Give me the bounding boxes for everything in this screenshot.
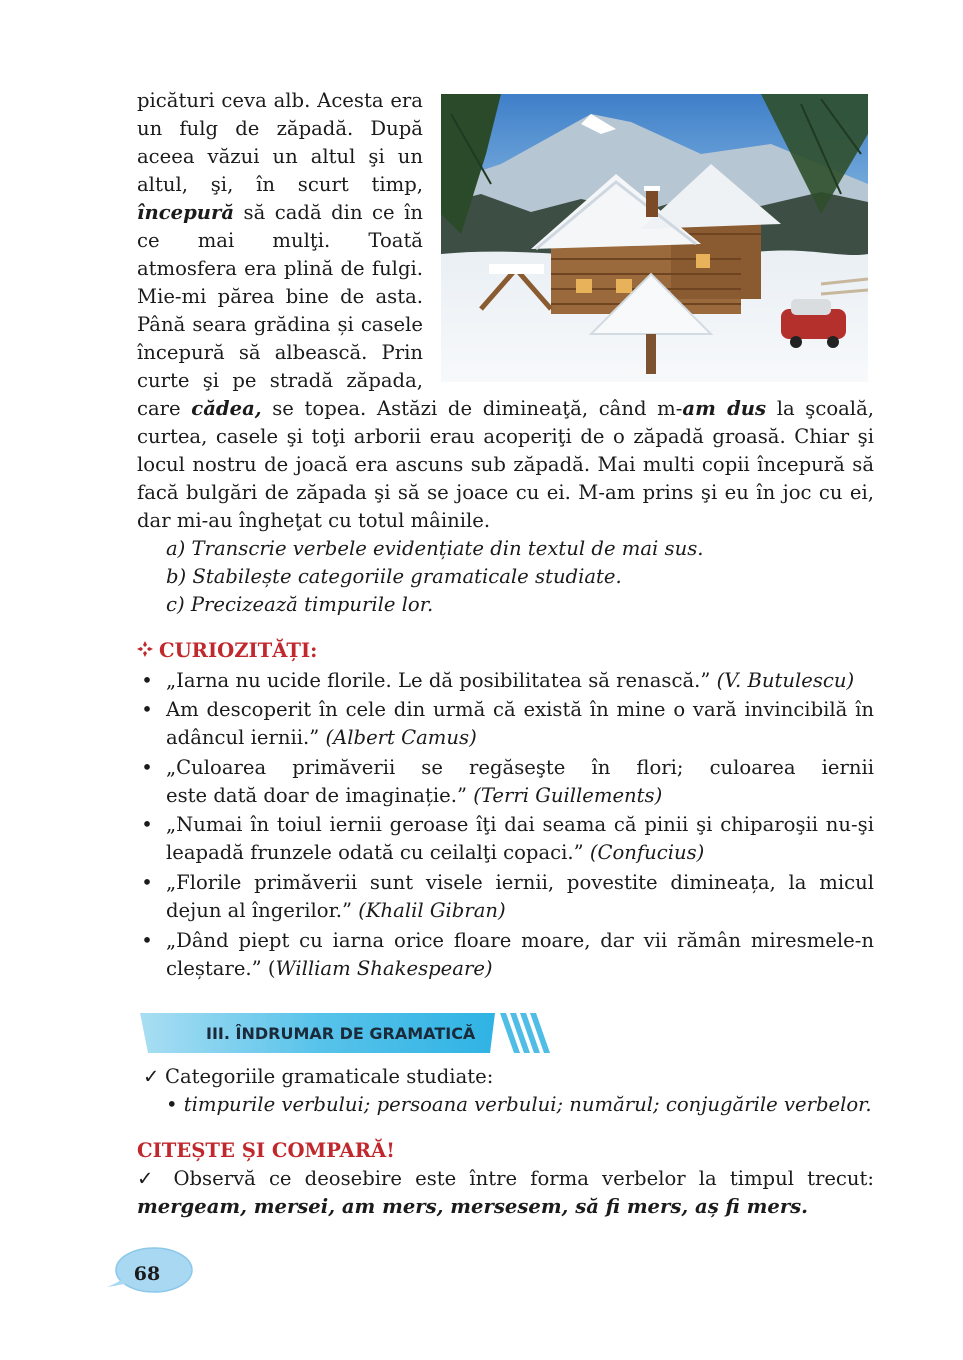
section-title: III. ÎNDRUMAR DE GRAMATICĂ xyxy=(206,1024,476,1043)
bullet-icon: • xyxy=(141,929,153,952)
story-line: picături ceva alb. Acesta era xyxy=(137,89,423,112)
quote-text: „Iarna nu ucide florile. Le dă posibilitatea să renască.” xyxy=(166,669,717,692)
story-text: la şcoală, xyxy=(766,397,874,420)
check-icon: ✓ xyxy=(143,1065,160,1088)
task-item: c) Precizează timpurile lor. xyxy=(166,593,434,616)
quote-line xyxy=(166,724,874,752)
compare-line xyxy=(137,1165,874,1193)
quote-line xyxy=(166,839,874,867)
task-item: a) Transcrie verbele evidențiate din textul de mai sus. xyxy=(166,537,704,560)
bullet-icon: • xyxy=(141,756,153,779)
quote-text: „Dând piept cu iarna orice floare moare, dar vii rămân miresmele-n xyxy=(166,929,874,952)
bullet-icon: • xyxy=(141,698,153,721)
quote-text: este dată doar de imaginație.” xyxy=(166,784,474,807)
story-text: care xyxy=(137,397,192,420)
quote-text: „Florile primăverii sunt visele iernii, povestite dimineața, la micul xyxy=(166,871,874,894)
highlighted-verb: începură xyxy=(137,201,235,224)
quote-line xyxy=(166,811,874,839)
quote-author: William Shakespeare) xyxy=(275,957,493,980)
quote-line xyxy=(166,869,874,897)
story-line: curtea, casele şi toţi arborii erau acoperiţi de o zăpadă groasă. Chiar şi xyxy=(137,425,874,448)
quote-text: Am descoperit în cele din urmă că există în mine o vară invincibilă în xyxy=(166,698,874,721)
bullet-icon: • xyxy=(141,813,153,836)
verb-forms: mergeam, mersei, am mers, mersesem, să fi mers, aș fi mers. xyxy=(137,1195,808,1218)
story-line: atmosfera era plină de fulgi. xyxy=(137,257,423,280)
categories-list: • timpurile verbului; persoana verbului; numărul; conjugările verbelor. xyxy=(166,1093,872,1116)
quote-line xyxy=(166,754,874,782)
winter-cabin-photo xyxy=(441,94,868,382)
task-item: b) Stabilește categoriile gramaticale studiate. xyxy=(166,565,622,588)
quote-author: (V. Butulescu) xyxy=(716,669,855,692)
story-line: un fulg de zăpadă. După xyxy=(137,117,423,140)
quote-text: adâncul iernii.” xyxy=(166,726,326,749)
story-line: aceea văzui un altul şi un xyxy=(137,145,423,168)
curiozitati-title: CURIOZITĂȚI: xyxy=(159,639,318,662)
story-line: începură să albească. Prin xyxy=(137,341,423,364)
quote-author: (Khalil Gibran) xyxy=(358,899,506,922)
quote-author: (Albert Camus) xyxy=(325,726,477,749)
quote-line xyxy=(166,667,874,695)
story-line: altul, şi, în scurt timp, xyxy=(137,173,423,196)
categories-label: Categoriile gramaticale studiate: xyxy=(165,1065,494,1088)
checklist-item xyxy=(143,1063,880,1091)
story-line: Până seara grădina și casele xyxy=(137,313,423,336)
quote-text: leapadă frunzele odată cu ceilalţi copaci.” xyxy=(166,841,590,864)
diamond-bullet-icon xyxy=(137,636,159,666)
quote-line xyxy=(166,696,874,724)
compare-text: Observă ce deosebire este între forma verbelor la timpul trecut: xyxy=(160,1167,875,1190)
story-line: Mie-mi părea bine de asta. xyxy=(137,285,423,308)
story-line: ce mai mulţi. Toată xyxy=(137,229,423,252)
quote-line xyxy=(166,955,874,983)
quote-text: „Numai în toiul iernii geroase îţi dai seama că pinii şi chiparoşii nu-şi xyxy=(166,813,874,836)
story-line: locul nostru de joacă era ascuns sub zăpadă. Mai multi copii începură să xyxy=(137,453,874,476)
quote-author: (Confucius) xyxy=(589,841,705,864)
quote-line xyxy=(166,927,874,955)
story-line: dar mi-au îngheţat cu totul mâinile. xyxy=(137,509,491,532)
quote-text: dejun al îngerilor.” xyxy=(166,899,359,922)
quote-line xyxy=(166,897,874,925)
bullet-icon: • xyxy=(141,871,153,894)
story-line: facă bulgări de zăpada şi să se joace cu ei. M-am prins şi eu în joc cu ei, xyxy=(137,481,874,504)
quote-author: (Terri Guillements) xyxy=(473,784,663,807)
story-line: curte şi pe stradă zăpada, xyxy=(137,369,423,392)
story-line xyxy=(137,395,874,423)
check-icon: ✓ xyxy=(137,1167,161,1190)
curiozitati-heading xyxy=(137,636,317,666)
bullet-icon: • xyxy=(141,669,153,692)
citeste-heading: CITEȘTE ȘI COMPARĂ! xyxy=(137,1139,395,1162)
quote-text: cleștare.” ( xyxy=(166,957,276,980)
quote-text: „Culoarea primăverii se regăseşte în flori; culoarea iernii xyxy=(166,756,874,779)
highlighted-verb: am dus xyxy=(682,397,767,420)
story-line: începură să cadă din ce în xyxy=(137,201,423,224)
highlighted-verb: cădea, xyxy=(191,397,262,420)
quote-line xyxy=(166,782,874,810)
page-number: 68 xyxy=(133,1263,161,1285)
story-text: se topea. Astăzi de dimineaţă, când m- xyxy=(261,397,683,420)
